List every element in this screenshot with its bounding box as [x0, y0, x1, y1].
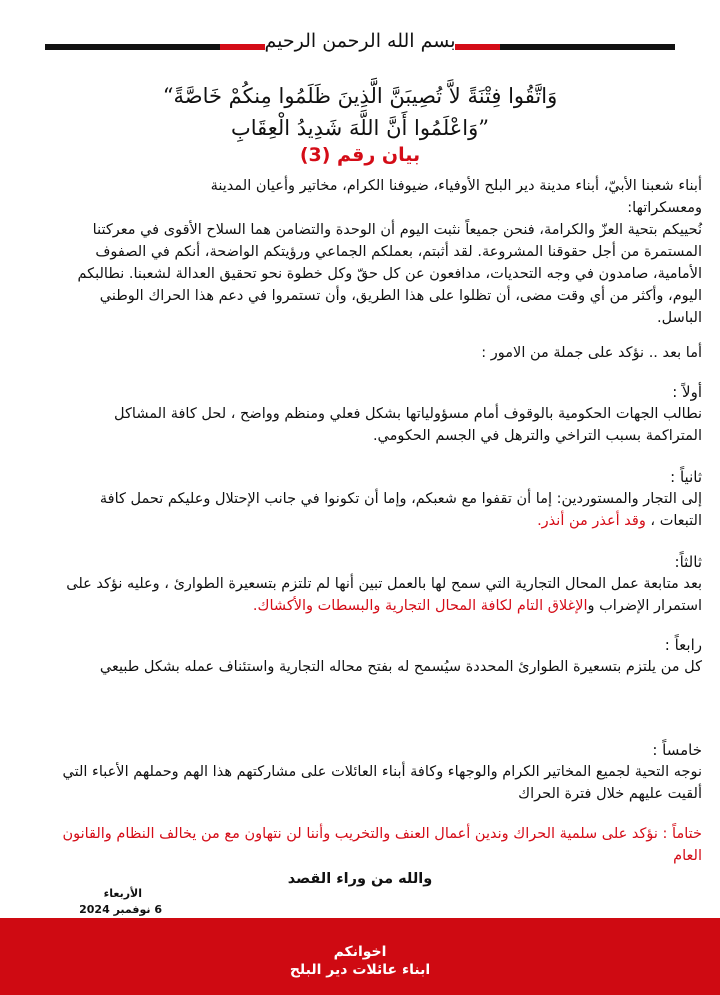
section-red-text: وقد أعذر من أنذر.: [537, 513, 646, 529]
section-2: [58, 466, 702, 532]
section-4: [58, 634, 702, 678]
section-heading: خامساً :: [652, 741, 702, 759]
section-text: إلى التجار والمستوردين: إما أن تقفوا مع شعبكم، وإما أن تكونوا في جانب الإحتلال وعليكم تحمل كافة التبعات ، وقد أعذر من أنذر.: [99, 491, 702, 529]
signoff: والله من وراء القصد: [287, 871, 433, 887]
footer-banner: [0, 918, 720, 995]
footer-line-1: اخوانكم: [333, 944, 387, 960]
section-heading: ثالثاً:: [674, 553, 702, 571]
section-heading: رابعاً :: [664, 636, 702, 654]
section-1: [58, 381, 702, 447]
section-heading: أولاً :: [672, 383, 702, 401]
intro-line-2: ومعسكراتها:: [627, 200, 702, 216]
date-day: الأربعاء: [103, 887, 142, 900]
section-5: [58, 739, 702, 805]
closing-statement: ختاماً : نؤكد على سلمية الحراك وندين أعمال العنف والتخريب وأننا لن نتهاون مع من يخالف النظام والقانون العام: [62, 826, 702, 864]
intro: [58, 175, 702, 329]
date-gregorian: 6 نوفمبر 2024: [79, 903, 162, 916]
affirm-line: أما بعد .. نؤكد على جملة من الامور :: [481, 345, 702, 361]
section-heading: ثانياً :: [670, 468, 702, 486]
section-text: بعد متابعة عمل المحال التجارية التي سمح لها بالعمل تبين أنها لم تلتزم بتسعيرة الطوارئ ، وعليه نؤكد على استمرار الإضراب والإغلاق التام لكافة المحال التجارية والبسطات والأكشاك.: [66, 576, 702, 614]
basmala: بسم الله الرحمن الرحيم: [264, 30, 456, 52]
footer-line-2: ابناء عائلات دير البلح: [289, 962, 431, 978]
section-text: كل من يلتزم بتسعيرة الطوارئ المحددة سيُسمح له بفتح محاله التجارية واستئناف عمله بشكل طبيعي: [99, 659, 702, 675]
verse-line-2: وَاعْلَمُوا أَنَّ اللَّهَ شَدِيدُ الْعِقَابِ”: [230, 116, 490, 140]
intro-body: نُحييكم بتحية العزّ والكرامة، فنحن جميعاً نثبت اليوم أن الوحدة والتضامن هما السلاح الأقوى في معركتنا المستمرة من أجل حقوقنا المشروعة. لقد أثبتم، بعملكم الجماعي ورؤيتكم الواضحة، أنكم في الصفوف الأمامية، صامدون في وجه التحديات، مدافعون عن كل حقّ وكل خطوة نحو تحقيق العدالة لشعبنا. نطالبكم اليوم، وأكثر من أي وقت مضى، أن تظلوا على هذا الطريق، وأن تستمروا في دعم هذا الحراك الوطني الباسل.: [77, 222, 702, 326]
intro-line-1: أبناء شعبنا الأبيّ، أبناء مدينة دير البلح الأوفياء، ضيوفنا الكرام، مخاتير وأعيان المدينة: [210, 178, 702, 194]
section-3: [58, 551, 702, 617]
statement-title: بيان رقم (3): [299, 144, 421, 166]
section-text: نوجه التحية لجميع المخاتير الكرام والوجهاء وكافة أبناء العائلات على مشاركتهم هذا الهم وحملهم الأعباء التي ألقيت عليهم خلال فترة الحراك: [62, 764, 702, 802]
quran-verse: [40, 80, 680, 144]
section-red-text: الإغلاق التام لكافة المحال التجارية والبسطات والأكشاك.: [252, 598, 588, 614]
section-text: نطالب الجهات الحكومية بالوقوف أمام مسؤولياتها بشكل فعلي ومنظم وواضح ، لحل كافة المشاكل المتراكمة بسبب التراخي والترهل في الجسم الحكومي.: [114, 406, 702, 444]
verse-line-1: “وَاتَّقُوا فِتْنَةً لاَّ تُصِيبَنَّ الَّذِينَ ظَلَمُوا مِنكُمْ خَاصَّةً: [162, 84, 558, 108]
